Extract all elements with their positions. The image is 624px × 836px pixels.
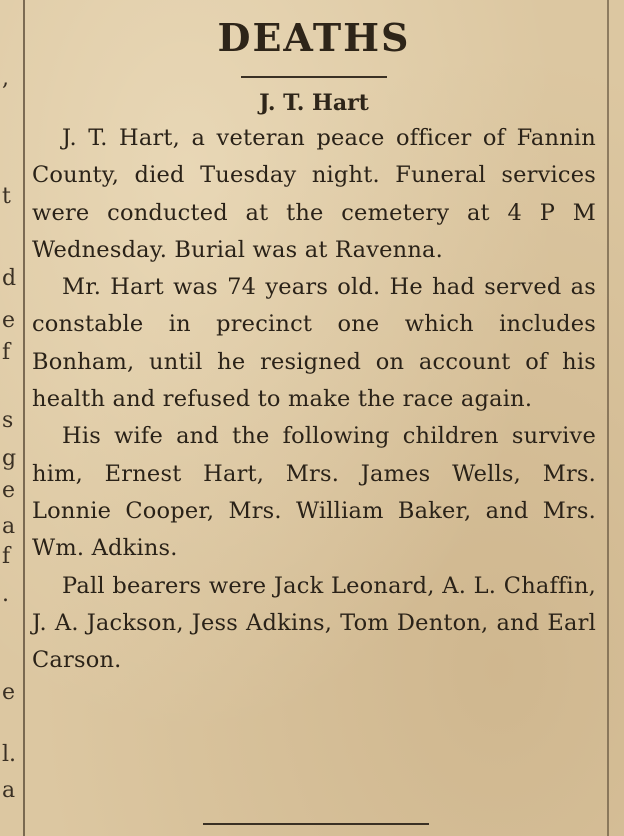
fragment: f <box>2 544 11 569</box>
fragment: l. <box>2 742 17 767</box>
fragment: s <box>2 408 14 433</box>
adjacent-column-fragments <box>0 0 22 836</box>
column-rule-left <box>23 0 25 836</box>
fragment: d <box>2 266 17 291</box>
fragment: . <box>2 582 9 607</box>
fragment: e <box>2 680 16 705</box>
paragraph-death-notice: J. T. Hart, a veteran peace officer of Fannin County, died Tuesday night. Funeral services were conducted at the cemetery at 4 P M Wednesday. Burial was at Ravenna. <box>32 125 596 263</box>
column-rule-right <box>607 0 609 836</box>
fragment: t <box>2 184 11 209</box>
paragraph-survivors: His wife and the following children survive him, Ernest Hart, Mrs. James Wells, Mrs. Lonnie Cooper, Mrs. William Baker, and Mrs. Wm. Adkins. <box>32 423 596 562</box>
headline-rule <box>241 76 387 78</box>
article-end-rule <box>203 823 429 825</box>
fragment: , <box>2 66 9 91</box>
obituary-name: J. T. Hart <box>259 90 369 116</box>
paragraph-pall-bearers: Pall bearers were Jack Leonard, A. L. Chaffin, J. A. Jackson, Jess Adkins, Tom Denton, and Earl Carson. <box>32 572 596 674</box>
fragment: g <box>2 446 17 471</box>
fragment: f <box>2 340 11 365</box>
fragment: e <box>2 478 16 503</box>
fragment: a <box>2 514 16 539</box>
obituary-article <box>32 12 596 679</box>
paragraph-career: Mr. Hart was 74 years old. He had served as constable in precinct one which includes Bonham, until he resigned on account of his health and refused to make the race again. <box>32 274 596 413</box>
section-headline: DEATHS <box>217 15 411 60</box>
fragment: e <box>2 308 16 333</box>
fragment: a <box>2 778 16 803</box>
